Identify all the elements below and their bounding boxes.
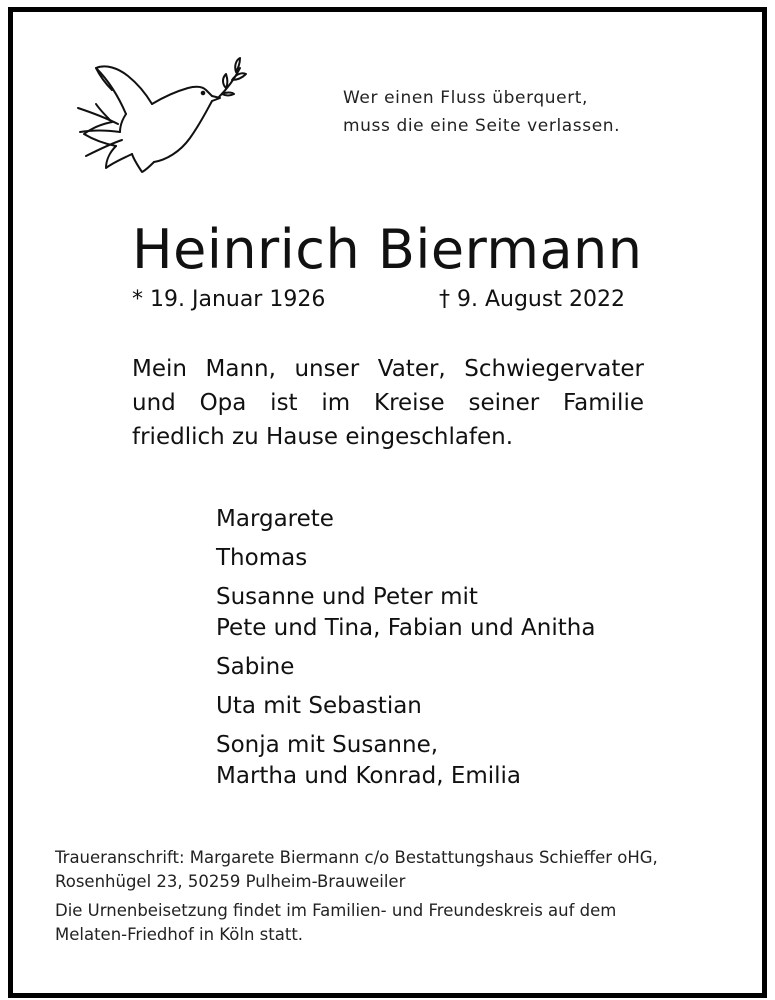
deceased-name: Heinrich Biermann xyxy=(132,218,643,281)
footer-info xyxy=(55,846,735,952)
mourner-entry xyxy=(216,691,595,722)
message-line-3: friedlich zu Hause eingeschlafen. xyxy=(132,424,514,450)
obituary-message xyxy=(132,352,644,454)
address-line-2: Rosenhügel 23, 50259 Pulheim-Brauweiler xyxy=(55,872,406,891)
burial-notice xyxy=(55,899,735,947)
mourner-line: Martha und Konrad, Emilia xyxy=(216,763,522,789)
mourner-entry xyxy=(216,730,595,792)
birth-date: * 19. Januar 1926 xyxy=(132,287,326,312)
mourner-line: Sabine xyxy=(216,654,295,680)
mourner-line: Susanne und Peter mit xyxy=(216,584,478,610)
burial-line-2: Melaten-Friedhof in Köln statt. xyxy=(55,925,304,944)
burial-line-1: Die Urnenbeisetzung findet im Familien- und Freundeskreis auf dem xyxy=(55,901,617,920)
quote-line-2: muss die eine Seite verlassen. xyxy=(343,116,621,136)
mourner-line: Pete und Tina, Fabian und Anitha xyxy=(216,615,596,641)
mourners-list xyxy=(216,504,595,800)
death-date: † 9. August 2022 xyxy=(439,287,625,312)
mourner-line: Uta mit Sebastian xyxy=(216,693,422,719)
mourner-line: Margarete xyxy=(216,506,334,532)
dove-with-olive-branch-icon xyxy=(62,52,252,182)
mourner-entry xyxy=(216,504,595,535)
quote-line-1: Wer einen Fluss überquert, xyxy=(343,88,589,108)
mourning-address xyxy=(55,846,735,894)
mourner-entry xyxy=(216,543,595,574)
mourner-line: Thomas xyxy=(216,545,308,571)
quote xyxy=(343,84,620,140)
mourner-entry xyxy=(216,582,595,644)
mourner-line: Sonja mit Susanne, xyxy=(216,732,439,758)
mourner-entry xyxy=(216,652,595,683)
message-line-1: Mein Mann, unser Vater, Schwiegervater xyxy=(132,356,644,382)
message-line-2: und Opa ist im Kreise seiner Familie xyxy=(132,390,644,416)
address-line-1: Traueranschrift: Margarete Biermann c/o Bestattungshaus Schieffer oHG, xyxy=(55,848,658,867)
